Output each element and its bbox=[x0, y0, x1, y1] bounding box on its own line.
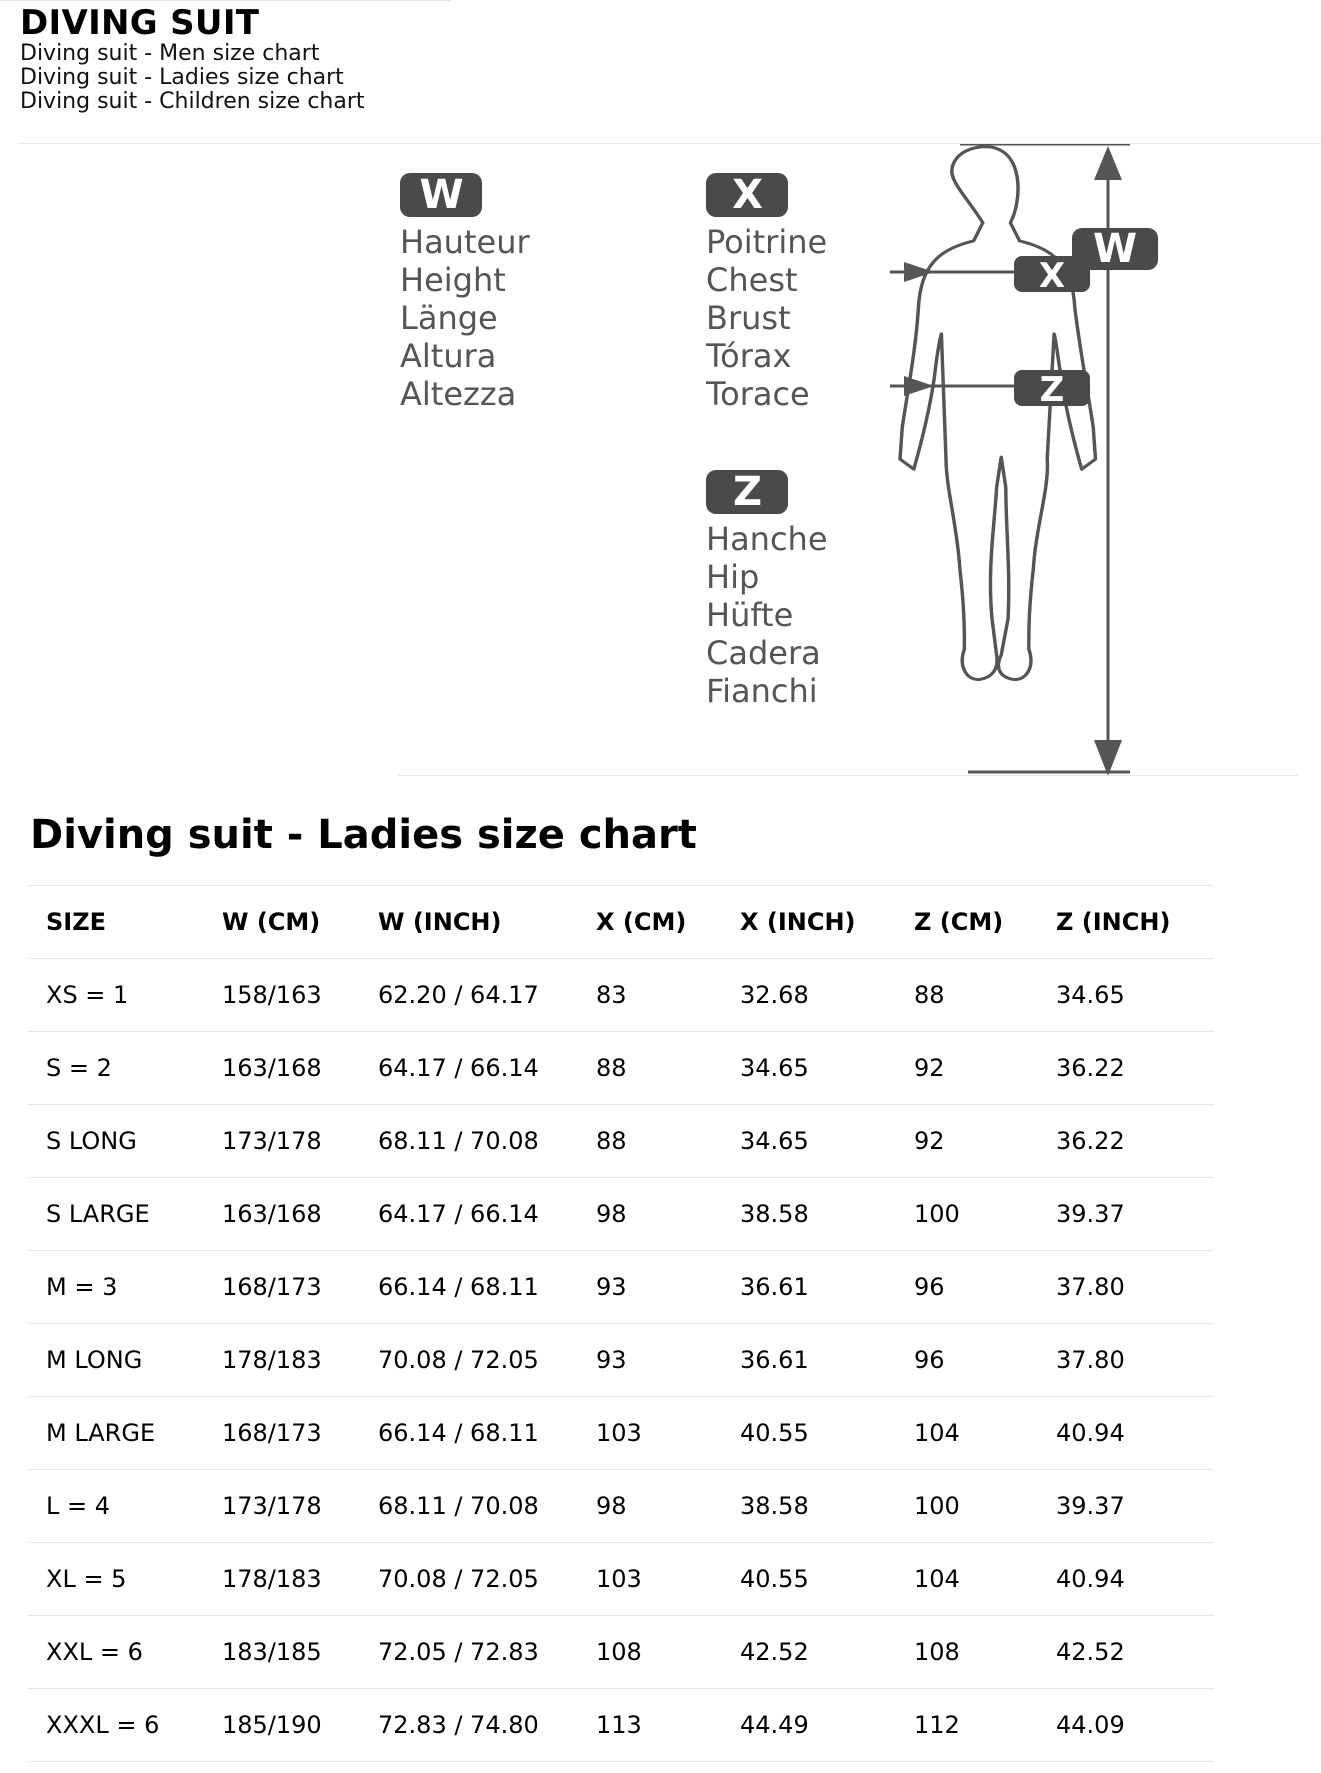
table-cell: 168/173 bbox=[204, 1397, 360, 1470]
table-row bbox=[28, 1032, 1214, 1105]
table-cell: 62.20 / 64.17 bbox=[360, 959, 578, 1032]
table-cell: 88 bbox=[896, 959, 1038, 1032]
table-cell: 34.65 bbox=[722, 1105, 896, 1178]
legend-hip bbox=[706, 470, 828, 710]
link-ladies-size-chart[interactable]: Diving suit - Ladies size chart bbox=[20, 65, 344, 90]
table-cell: 108 bbox=[896, 1616, 1038, 1689]
x-badge: X bbox=[706, 173, 788, 217]
table-cell: 178/183 bbox=[204, 1324, 360, 1397]
table-row bbox=[28, 1397, 1214, 1470]
legend-term: Hauteur bbox=[400, 223, 530, 261]
table-cell: L = 4 bbox=[28, 1470, 204, 1543]
legend-term: Cadera bbox=[706, 634, 821, 672]
table-cell: 38.58 bbox=[722, 1178, 896, 1251]
legend-height bbox=[400, 173, 530, 413]
table-cell: 32.68 bbox=[722, 959, 896, 1032]
w-badge: W bbox=[400, 173, 482, 217]
table-cell: 93 bbox=[578, 1324, 722, 1397]
table-cell: 72.83 / 74.80 bbox=[360, 1689, 578, 1762]
z-badge: Z bbox=[706, 470, 788, 514]
legend-term: Height bbox=[400, 261, 506, 299]
table-row bbox=[28, 1470, 1214, 1543]
table-cell: 104 bbox=[896, 1543, 1038, 1616]
table-cell: 44.09 bbox=[1038, 1689, 1214, 1762]
table-cell: 183/185 bbox=[204, 1616, 360, 1689]
table-cell: 88 bbox=[578, 1032, 722, 1105]
top-divider bbox=[0, 0, 450, 1]
table-cell: 38.58 bbox=[722, 1470, 896, 1543]
table-cell: 113 bbox=[578, 1689, 722, 1762]
legend-term: Tórax bbox=[706, 337, 792, 375]
table-cell: 40.55 bbox=[722, 1543, 896, 1616]
table-cell: 42.52 bbox=[1038, 1616, 1214, 1689]
section-title: Diving suit - Ladies size chart bbox=[30, 812, 697, 858]
body-outline bbox=[900, 147, 1096, 680]
column-header: Z (INCH) bbox=[1038, 886, 1214, 959]
table-cell: 34.65 bbox=[722, 1032, 896, 1105]
table-cell: 70.08 / 72.05 bbox=[360, 1324, 578, 1397]
table-cell: 96 bbox=[896, 1324, 1038, 1397]
table-row bbox=[28, 1616, 1214, 1689]
legend-chest bbox=[706, 173, 827, 413]
up-arrow-icon bbox=[1094, 146, 1122, 180]
table-row bbox=[28, 1251, 1214, 1324]
table-cell: 66.14 / 68.11 bbox=[360, 1397, 578, 1470]
table-cell: 39.37 bbox=[1038, 1470, 1214, 1543]
table-cell: 98 bbox=[578, 1178, 722, 1251]
table-cell: 96 bbox=[896, 1251, 1038, 1324]
table-cell: M = 3 bbox=[28, 1251, 204, 1324]
link-children-size-chart[interactable]: Diving suit - Children size chart bbox=[20, 89, 365, 114]
legend-term: Hüfte bbox=[706, 596, 794, 634]
column-header: Z (CM) bbox=[896, 886, 1038, 959]
legend-term: Hanche bbox=[706, 520, 828, 558]
table-cell: 100 bbox=[896, 1470, 1038, 1543]
table-cell: 36.22 bbox=[1038, 1032, 1214, 1105]
table-header-row bbox=[28, 886, 1214, 959]
table-cell: 34.65 bbox=[1038, 959, 1214, 1032]
table-cell: 36.61 bbox=[722, 1251, 896, 1324]
table-cell: 37.80 bbox=[1038, 1324, 1214, 1397]
table-cell: XXL = 6 bbox=[28, 1616, 204, 1689]
body-measurement-diagram bbox=[890, 144, 1321, 780]
table-cell: 64.17 / 66.14 bbox=[360, 1178, 578, 1251]
table-cell: 112 bbox=[896, 1689, 1038, 1762]
legend-term: Poitrine bbox=[706, 223, 828, 261]
table-cell: 163/168 bbox=[204, 1178, 360, 1251]
table-row bbox=[28, 1324, 1214, 1397]
table-row bbox=[28, 1689, 1214, 1762]
table-cell: 66.14 / 68.11 bbox=[360, 1251, 578, 1324]
table-cell: 93 bbox=[578, 1251, 722, 1324]
column-header: X (INCH) bbox=[722, 886, 896, 959]
table-cell: 36.22 bbox=[1038, 1105, 1214, 1178]
table-cell: 168/173 bbox=[204, 1251, 360, 1324]
table-cell: 163/168 bbox=[204, 1032, 360, 1105]
table-cell: XL = 5 bbox=[28, 1543, 204, 1616]
column-header: W (CM) bbox=[204, 886, 360, 959]
column-header: SIZE bbox=[28, 886, 204, 959]
table-cell: XS = 1 bbox=[28, 959, 204, 1032]
table-cell: 100 bbox=[896, 1178, 1038, 1251]
table-row bbox=[28, 1105, 1214, 1178]
column-header: X (CM) bbox=[578, 886, 722, 959]
size-table bbox=[28, 885, 1214, 1762]
table-cell: 39.37 bbox=[1038, 1178, 1214, 1251]
table-cell: 37.80 bbox=[1038, 1251, 1214, 1324]
table-cell: 108 bbox=[578, 1616, 722, 1689]
link-men-size-chart[interactable]: Diving suit - Men size chart bbox=[20, 41, 320, 66]
page-title: DIVING SUIT bbox=[20, 3, 260, 43]
legend-term: Länge bbox=[400, 299, 498, 337]
column-header: W (INCH) bbox=[360, 886, 578, 959]
table-cell: 36.61 bbox=[722, 1324, 896, 1397]
table-cell: 72.05 / 72.83 bbox=[360, 1616, 578, 1689]
table-cell: 104 bbox=[896, 1397, 1038, 1470]
legend-term: Altura bbox=[400, 337, 497, 375]
table-cell: 158/163 bbox=[204, 959, 360, 1032]
table-cell: 103 bbox=[578, 1397, 722, 1470]
table-cell: 92 bbox=[896, 1032, 1038, 1105]
x-badge: X bbox=[1038, 256, 1066, 296]
table-cell: 68.11 / 70.08 bbox=[360, 1105, 578, 1178]
page-header bbox=[20, 4, 365, 114]
legend-term: Chest bbox=[706, 261, 798, 299]
table-cell: XXXL = 6 bbox=[28, 1689, 204, 1762]
table-row bbox=[28, 1178, 1214, 1251]
table-cell: M LONG bbox=[28, 1324, 204, 1397]
table-cell: 40.94 bbox=[1038, 1543, 1214, 1616]
table-cell: 178/183 bbox=[204, 1543, 360, 1616]
table-cell: 173/178 bbox=[204, 1470, 360, 1543]
table-cell: 92 bbox=[896, 1105, 1038, 1178]
table-cell: S = 2 bbox=[28, 1032, 204, 1105]
table-cell: 173/178 bbox=[204, 1105, 360, 1178]
table-cell: 44.49 bbox=[722, 1689, 896, 1762]
table-cell: 40.55 bbox=[722, 1397, 896, 1470]
legend-term: Torace bbox=[706, 375, 810, 413]
legend-term: Hip bbox=[706, 558, 760, 596]
right-arrow-icon bbox=[904, 376, 934, 396]
figure-divider bbox=[398, 775, 1298, 776]
table-cell: 83 bbox=[578, 959, 722, 1032]
table-cell: 103 bbox=[578, 1543, 722, 1616]
table-cell: 70.08 / 72.05 bbox=[360, 1543, 578, 1616]
table-cell: 68.11 / 70.08 bbox=[360, 1470, 578, 1543]
legend-term: Fianchi bbox=[706, 672, 818, 710]
table-cell: 98 bbox=[578, 1470, 722, 1543]
table-cell: 185/190 bbox=[204, 1689, 360, 1762]
table-cell: 42.52 bbox=[722, 1616, 896, 1689]
table-cell: 64.17 / 66.14 bbox=[360, 1032, 578, 1105]
table-cell: 88 bbox=[578, 1105, 722, 1178]
legend-term: Brust bbox=[706, 299, 791, 337]
legend-term: Altezza bbox=[400, 375, 517, 413]
table-cell: M LARGE bbox=[28, 1397, 204, 1470]
table-cell: 40.94 bbox=[1038, 1397, 1214, 1470]
table-row bbox=[28, 959, 1214, 1032]
table-cell: S LONG bbox=[28, 1105, 204, 1178]
z-badge: Z bbox=[1039, 370, 1065, 410]
table-cell: S LARGE bbox=[28, 1178, 204, 1251]
w-badge: W bbox=[1092, 226, 1138, 272]
table-row bbox=[28, 1543, 1214, 1616]
